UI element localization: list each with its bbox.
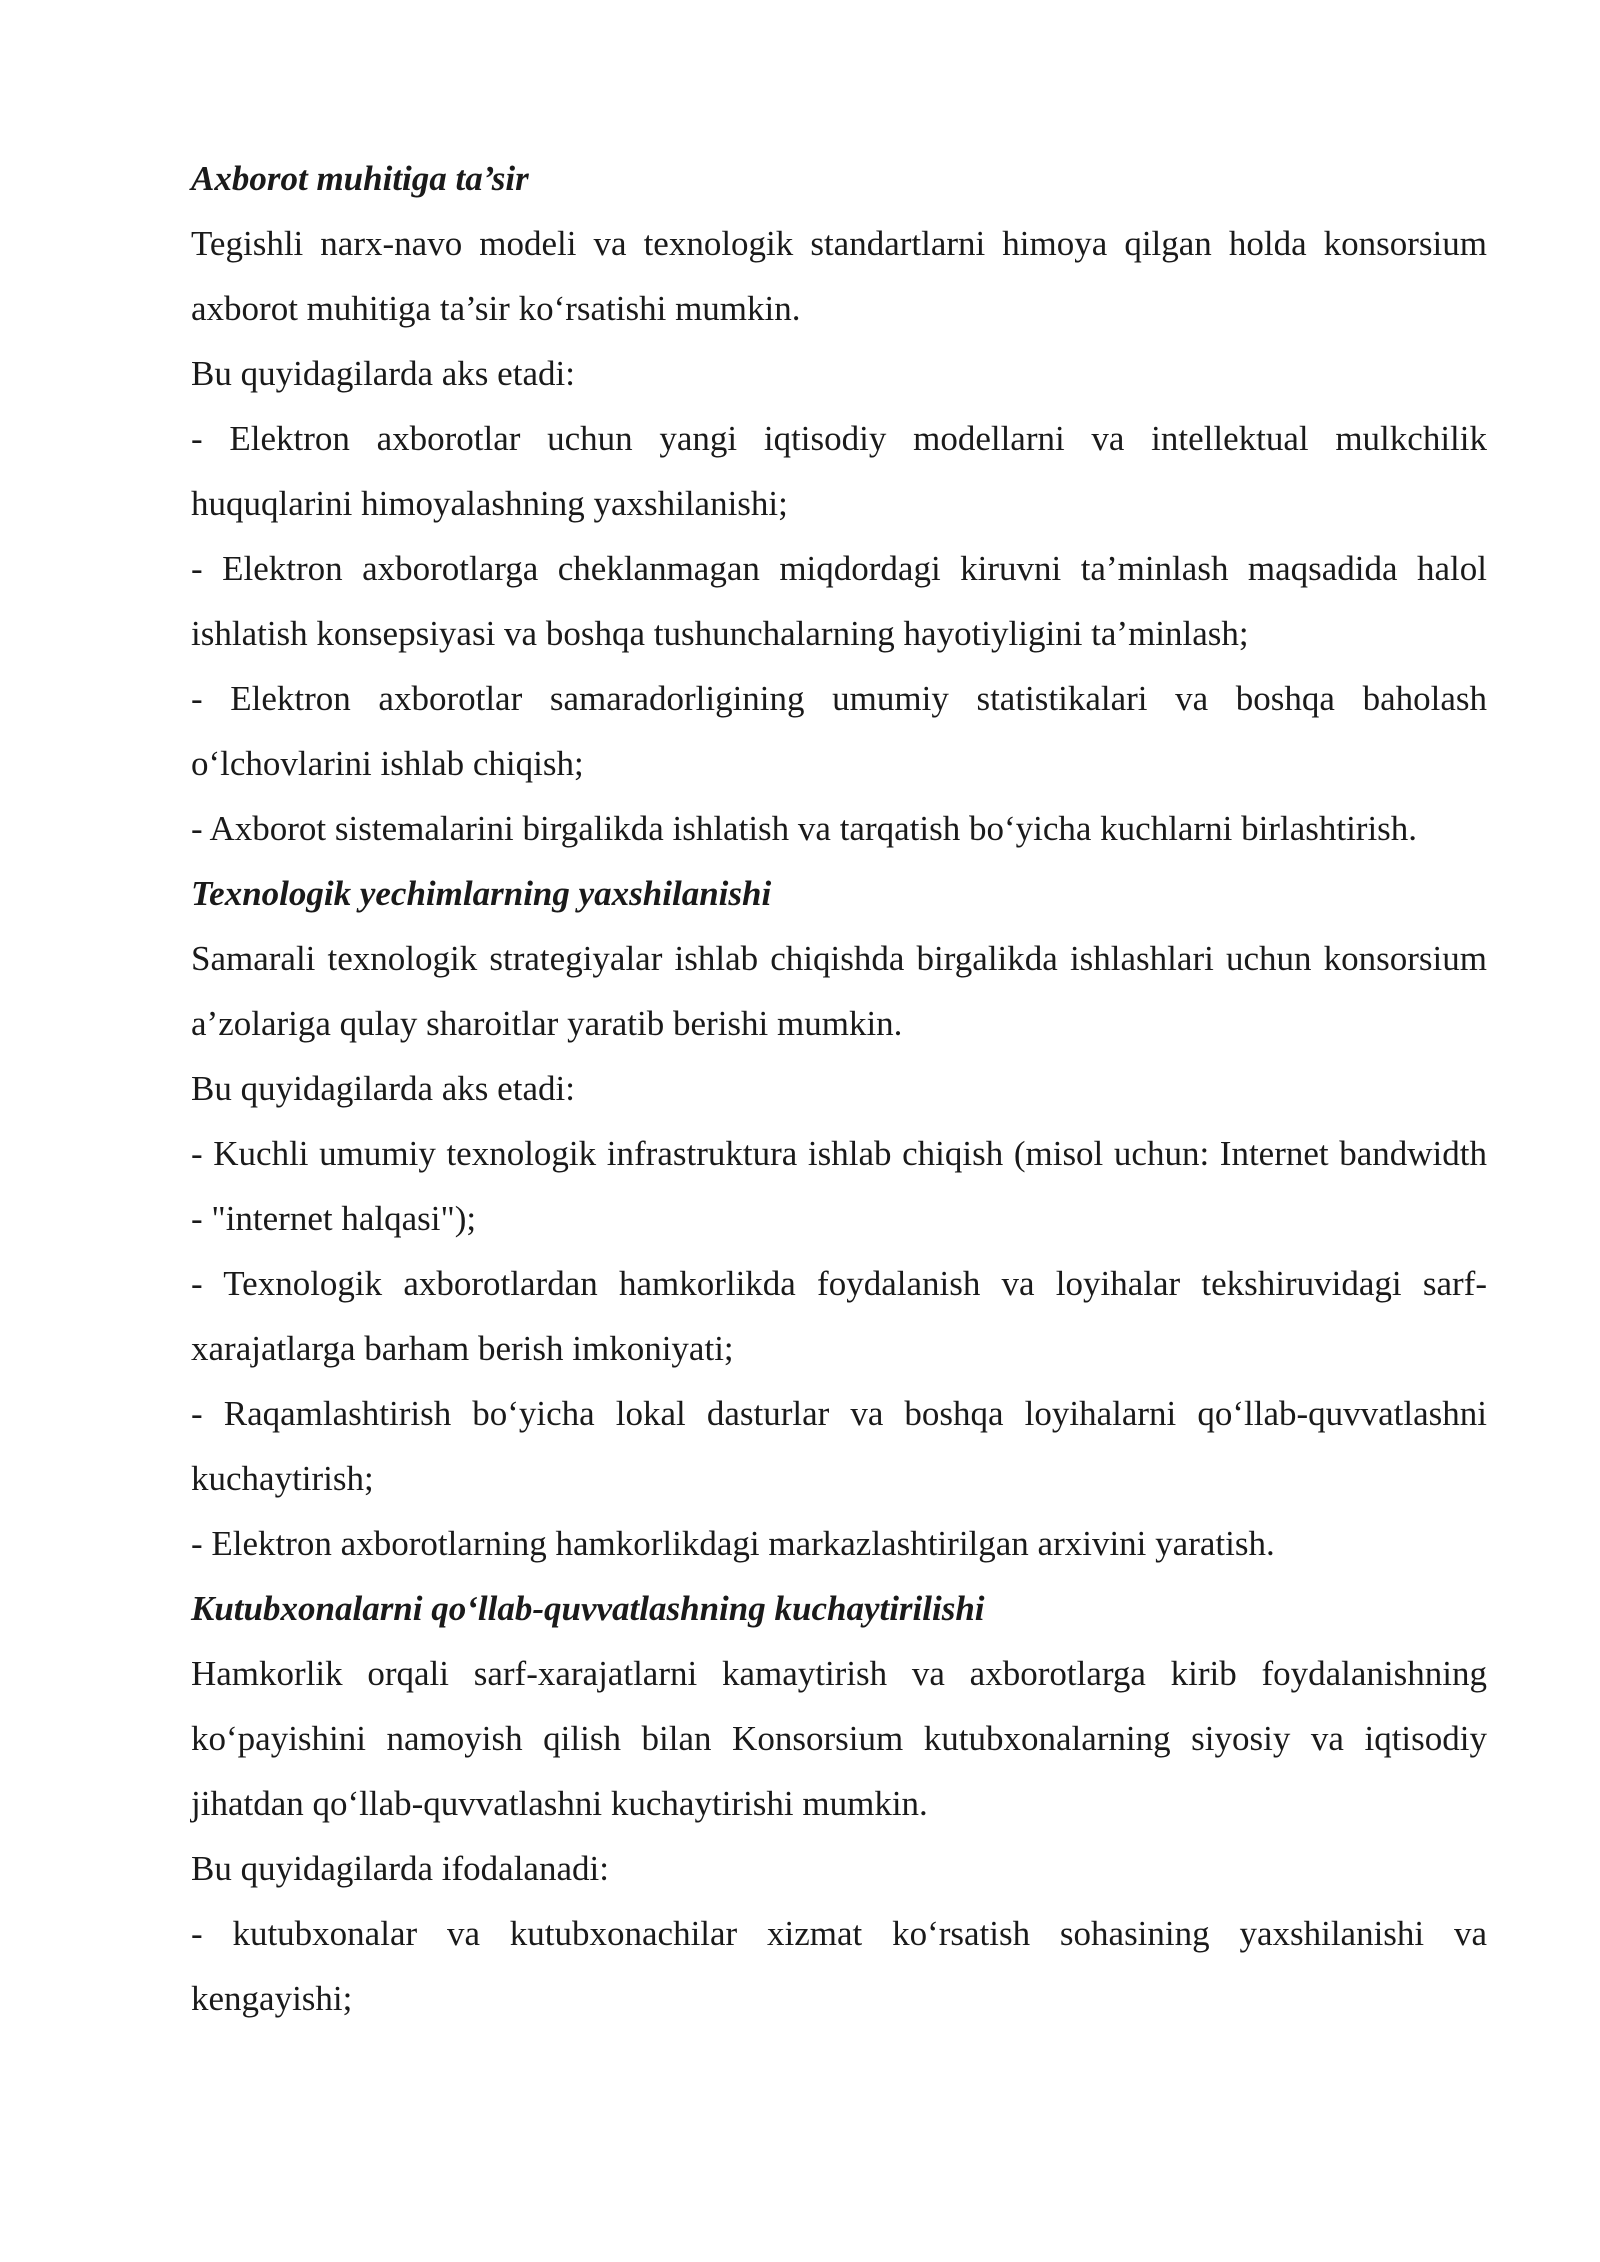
section-heading: Axborot muhitiga ta’sir <box>191 159 529 198</box>
section-lead: Bu quyidagilarda aks etadi: <box>191 354 575 393</box>
list-item: - Axborot sistemalarini birgalikda ishlatish va tarqatish bo‘yicha kuchlarni birlashtirish. <box>191 809 1418 848</box>
list-item: - Raqamlashtirish bo‘yicha lokal dasturlar va boshqa loyihalarni qo‘llab-quvvatlashni kuchaytirish; <box>191 1394 1487 1498</box>
list-item: - Elektron axborotlarning hamkorlikdagi markazlashtirilgan arxivini yaratish. <box>191 1524 1275 1563</box>
list-item: - Elektron axborotlarga cheklanmagan miqdordagi kiruvni ta’minlash maqsadida halol ishlatish konsepsiyasi va boshqa tushunchalarning hayotiyligini ta’minlash; <box>191 549 1487 653</box>
document-page <box>191 146 1487 2031</box>
section-intro: Tegishli narx-navo modeli va texnologik standartlarni himoya qilgan holda konsorsium axborot muhitiga ta’sir ko‘rsatishi mumkin. <box>191 224 1487 328</box>
section-library-support <box>191 1576 1487 2031</box>
section-lead: Bu quyidagilarda aks etadi: <box>191 1069 575 1108</box>
list-item: - Kuchli umumiy texnologik infrastruktura ishlab chiqish (misol uchun: Internet bandwidth - "internet halqasi"); <box>191 1134 1487 1238</box>
list-item: - kutubxonalar va kutubxonachilar xizmat ko‘rsatish sohasining yaxshilanishi va kengayishi; <box>191 1914 1487 2018</box>
section-intro: Hamkorlik orqali sarf-xarajatlarni kamaytirish va axborotlarga kirib foydalanishning ko‘payishini namoyish qilish bilan Konsorsium kutubxonalarning siyosiy va iqtisodiy jihatdan qo‘llab-quvvatlashni kuchaytirishi mumkin. <box>191 1654 1487 1823</box>
section-technology-solutions <box>191 861 1487 1576</box>
section-heading: Kutubxonalarni qo‘llab-quvvatlashning kuchaytirilishi <box>191 1589 985 1628</box>
section-lead: Bu quyidagilarda ifodalanadi: <box>191 1849 609 1888</box>
list-item: - Texnologik axborotlardan hamkorlikda foydalanish va loyihalar tekshiruvidagi sarf-xarajatlarga barham berish imkoniyati; <box>191 1264 1487 1368</box>
list-item: - Elektron axborotlar samaradorligining umumiy statistikalari va boshqa baholash o‘lchovlarini ishlab chiqish; <box>191 679 1487 783</box>
section-intro: Samarali texnologik strategiyalar ishlab chiqishda birgalikda ishlashlari uchun konsorsium a’zolariga qulay sharoitlar yaratib berishi mumkin. <box>191 939 1487 1043</box>
section-information-environment <box>191 146 1487 861</box>
section-heading: Texnologik yechimlarning yaxshilanishi <box>191 874 772 913</box>
list-item: - Elektron axborotlar uchun yangi iqtisodiy modellarni va intellektual mulkchilik huquqlarini himoyalashning yaxshilanishi; <box>191 419 1487 523</box>
